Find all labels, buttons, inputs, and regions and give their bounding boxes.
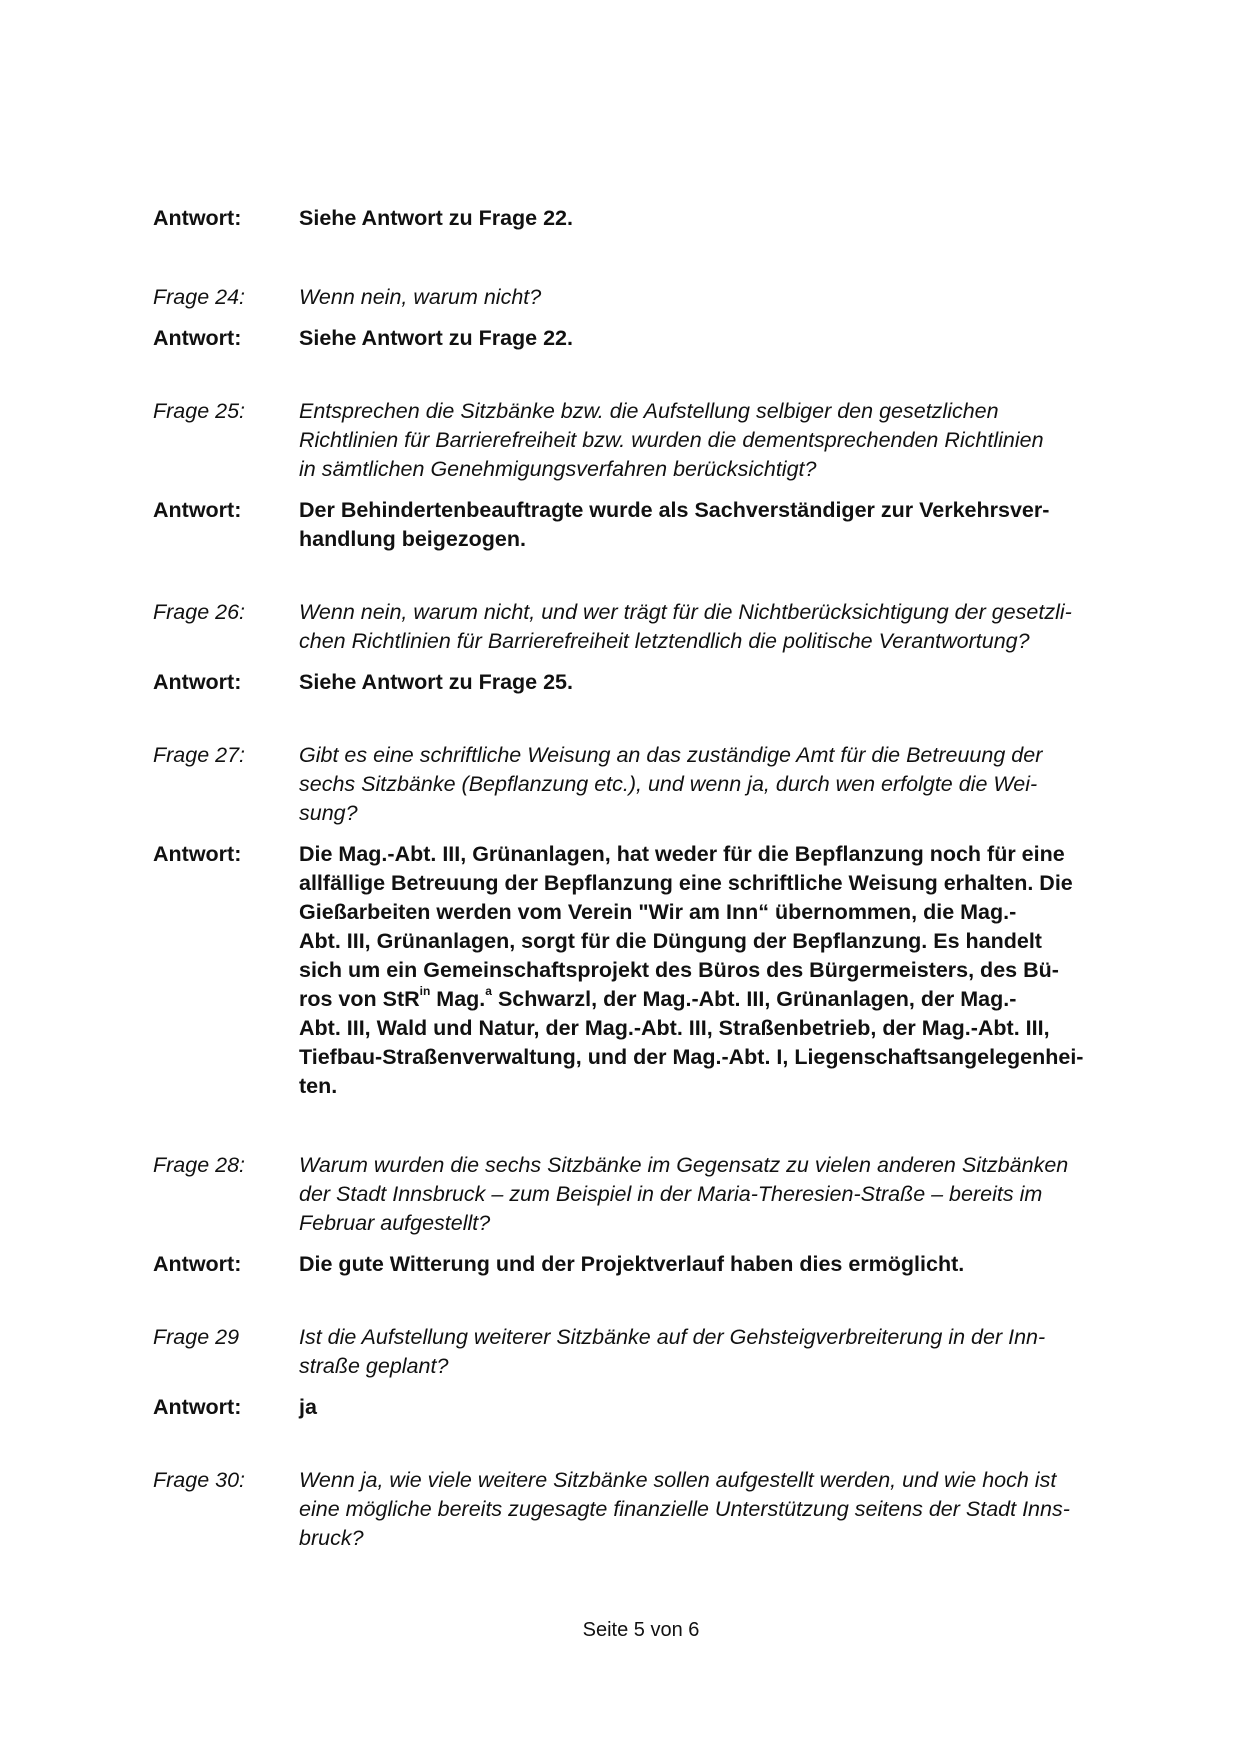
text-line: Gibt es eine schriftliche Weisung an das zuständige Amt für die Betreuung der [299, 743, 1043, 767]
question-text [299, 397, 1143, 484]
answer-label: Antwort: [153, 206, 242, 230]
answer-23 [153, 204, 1143, 233]
text-segment: Mag. [430, 987, 486, 1011]
question-label: Frage 25: [153, 399, 246, 423]
text-line: sung? [299, 801, 358, 825]
text-line: Entsprechen die Sitzbänke bzw. die Aufstellung selbiger den gesetzlichen [299, 399, 999, 423]
question-label: Frage 30: [153, 1468, 246, 1492]
question-text: Wenn nein, warum nicht? [299, 285, 542, 309]
text-line: Die Mag.-Abt. III, Grünanlagen, hat weder für die Bepflanzung noch für eine [299, 842, 1065, 866]
question-text [299, 741, 1143, 828]
text-segment: Schwarzl, der Mag.-Abt. III, Grünanlagen, der Mag.- [491, 987, 1017, 1011]
answer-label: Antwort: [153, 842, 242, 866]
text-line: chen Richtlinien für Barrierefreiheit letztendlich die politische Verantwortung? [299, 629, 1030, 653]
text-line: Februar aufgestellt? [299, 1211, 491, 1235]
text-line: Warum wurden die sechs Sitzbänke im Gegensatz zu vielen anderen Sitzbänken [299, 1153, 1069, 1177]
text-line: in sämtlichen Genehmigungsverfahren berücksichtigt? [299, 457, 817, 481]
superscript: a [485, 983, 492, 998]
answer-text: Die gute Witterung und der Projektverlauf haben dies ermöglicht. [299, 1252, 965, 1276]
answer-text: Siehe Antwort zu Frage 22. [299, 206, 573, 230]
question-24 [153, 283, 1143, 312]
question-27 [153, 741, 1143, 828]
question-30 [153, 1466, 1143, 1553]
text-line: Der Behindertenbeauftragte wurde als Sachverständiger zur Verkehrsver- [299, 498, 1050, 522]
question-label: Frage 24: [153, 285, 246, 309]
question-25 [153, 397, 1143, 484]
answer-label: Antwort: [153, 1395, 242, 1419]
question-text [299, 1151, 1143, 1238]
text-line: bruck? [299, 1526, 364, 1550]
answer-text [299, 496, 1143, 554]
answer-text: Siehe Antwort zu Frage 25. [299, 670, 573, 694]
question-26 [153, 598, 1143, 656]
text-line: Richtlinien für Barrierefreiheit bzw. wurden die dementsprechenden Richtlinien [299, 428, 1044, 452]
question-text [299, 1466, 1143, 1553]
text-line: Tiefbau-Straßenverwaltung, und der Mag.-Abt. I, Liegenschaftsangelegenhei- [299, 1045, 1084, 1069]
text-segment: ros von StR [299, 987, 420, 1011]
answer-label: Antwort: [153, 1252, 242, 1276]
answer-text: Siehe Antwort zu Frage 22. [299, 326, 573, 350]
text-line: ten. [299, 1074, 338, 1098]
question-text [299, 1323, 1143, 1381]
answer-label: Antwort: [153, 326, 242, 350]
question-28 [153, 1151, 1143, 1238]
question-label: Frage 28: [153, 1153, 246, 1177]
text-line: der Stadt Innsbruck – zum Beispiel in der Maria-Theresien-Straße – bereits im [299, 1182, 1043, 1206]
qa-content [153, 204, 1143, 1553]
answer-28 [153, 1250, 1143, 1279]
answer-27 [153, 840, 1143, 1101]
text-line: Ist die Aufstellung weiterer Sitzbänke auf der Gehsteigverbreiterung in der Inn- [299, 1325, 1046, 1349]
question-label: Frage 29 [153, 1325, 240, 1349]
text-line: straße geplant? [299, 1354, 449, 1378]
answer-29 [153, 1393, 1143, 1422]
text-line: allfällige Betreuung der Bepflanzung eine schriftliche Weisung erhalten. Die [299, 871, 1073, 895]
page-number: Seite 5 von 6 [582, 1619, 700, 1641]
question-text [299, 598, 1143, 656]
answer-label: Antwort: [153, 498, 242, 522]
question-label: Frage 27: [153, 743, 246, 767]
text-line: Wenn ja, wie viele weitere Sitzbänke sollen aufgestellt werden, und wie hoch ist [299, 1468, 1057, 1492]
text-line: Wenn nein, warum nicht, und wer trägt für die Nichtberücksichtigung der gesetzli- [299, 600, 1072, 624]
superscript: in [419, 983, 431, 998]
text-line: sechs Sitzbänke (Bepflanzung etc.), und wenn ja, durch wen erfolgte die Wei- [299, 772, 1038, 796]
text-line: handlung beigezogen. [299, 527, 526, 551]
question-29 [153, 1323, 1143, 1381]
answer-label: Antwort: [153, 670, 242, 694]
text-line: sich um ein Gemeinschaftsprojekt des Büros des Bürgermeisters, des Bü- [299, 958, 1059, 982]
answer-25 [153, 496, 1143, 554]
text-line: Abt. III, Wald und Natur, der Mag.-Abt. III, Straßenbetrieb, der Mag.-Abt. III, [299, 1016, 1050, 1040]
answer-text [299, 840, 1143, 1101]
text-line: eine mögliche bereits zugesagte finanzielle Unterstützung seitens der Stadt Inns- [299, 1497, 1070, 1521]
answer-26 [153, 668, 1143, 697]
text-line: Gießarbeiten werden vom Verein "Wir am Inn“ übernommen, die Mag.- [299, 900, 1017, 924]
answer-24 [153, 324, 1143, 353]
text-line: Abt. III, Grünanlagen, sorgt für die Düngung der Bepflanzung. Es handelt [299, 929, 1042, 953]
question-label: Frage 26: [153, 600, 246, 624]
answer-text: ja [299, 1395, 317, 1419]
text-line [299, 985, 1143, 1014]
